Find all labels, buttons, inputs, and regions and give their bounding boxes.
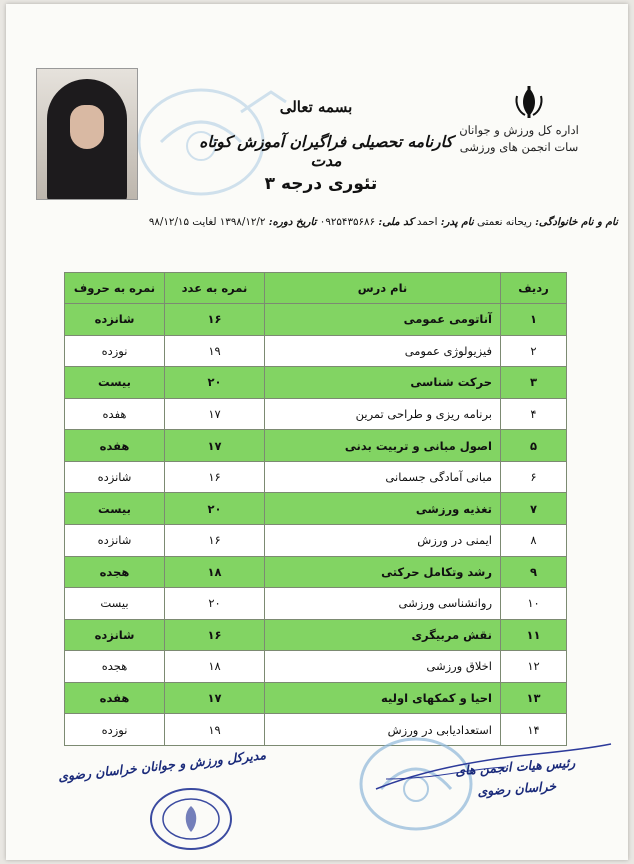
cell-course-name: اصول مبانی و تربیت بدنی bbox=[265, 430, 501, 462]
code-label: کد ملی: bbox=[378, 216, 414, 228]
cell-course-name: آناتومی عمومی bbox=[265, 304, 501, 336]
cell-score-words: شانزده bbox=[65, 304, 165, 336]
table-row bbox=[65, 588, 567, 620]
table-row bbox=[65, 493, 567, 525]
org-line-1: اداره کل ورزش و جوانان bbox=[459, 123, 579, 137]
cell-row-number: ۵ bbox=[501, 430, 567, 462]
col-header-score-words: نمره به حروف bbox=[65, 273, 165, 304]
cell-score-words: شانزده bbox=[65, 524, 165, 556]
cell-course-name: استعدادیابی در ورزش bbox=[265, 714, 501, 746]
cell-row-number: ۷ bbox=[501, 493, 567, 525]
cell-score: ۱۹ bbox=[165, 714, 265, 746]
cell-course-name: فیزیولوژی عمومی bbox=[265, 335, 501, 367]
table-row bbox=[65, 367, 567, 399]
cell-score-words: هفده bbox=[65, 682, 165, 714]
besmellah: بسمه تعالی bbox=[279, 98, 353, 116]
cell-row-number: ۳ bbox=[501, 367, 567, 399]
cell-row-number: ۱۴ bbox=[501, 714, 567, 746]
cell-course-name: تغذیه ورزشی bbox=[265, 493, 501, 525]
signature-right-line-1: رئیس هیات انجمن های bbox=[454, 754, 576, 779]
cell-row-number: ۱۳ bbox=[501, 682, 567, 714]
cell-score-words: بیست bbox=[65, 367, 165, 399]
name-label: نام و نام خانوادگی: bbox=[535, 216, 618, 228]
table-row bbox=[65, 335, 567, 367]
cell-score-words: بیست bbox=[65, 493, 165, 525]
cell-score: ۱۶ bbox=[165, 461, 265, 493]
cell-course-name: ایمنی در ورزش bbox=[265, 524, 501, 556]
cell-score: ۱۷ bbox=[165, 430, 265, 462]
cell-score: ۱۷ bbox=[165, 398, 265, 430]
cell-row-number: ۱۰ bbox=[501, 588, 567, 620]
table-row bbox=[65, 651, 567, 683]
table-row bbox=[65, 556, 567, 588]
father-value: احمد bbox=[416, 216, 438, 228]
col-header-score: نمره به عدد bbox=[165, 273, 265, 304]
table-row bbox=[65, 398, 567, 430]
cell-score: ۱۸ bbox=[165, 556, 265, 588]
cell-course-name: مبانی آمادگی جسمانی bbox=[265, 461, 501, 493]
cell-row-number: ۲ bbox=[501, 335, 567, 367]
cell-score: ۱۷ bbox=[165, 682, 265, 714]
org-line-2: سات انجمن های ورزشی bbox=[459, 140, 579, 154]
cell-course-name: حرکت شناسی bbox=[265, 367, 501, 399]
col-header-course: نام درس bbox=[265, 273, 501, 304]
cell-score-words: نوزده bbox=[65, 714, 165, 746]
signature-director: مدیرکل ورزش و جوانان خراسان رضوی bbox=[57, 747, 267, 784]
cell-score: ۲۰ bbox=[165, 588, 265, 620]
cell-course-name: اخلاق ورزشی bbox=[265, 651, 501, 683]
cell-course-name: احیا و کمکهای اولیه bbox=[265, 682, 501, 714]
name-value: ریحانه نعمتی bbox=[477, 216, 532, 228]
cell-course-name: برنامه ریزی و طراحی تمرین bbox=[265, 398, 501, 430]
cell-score-words: هفده bbox=[65, 398, 165, 430]
grades-body bbox=[65, 304, 567, 746]
cell-row-number: ۱۲ bbox=[501, 651, 567, 683]
cell-row-number: ۹ bbox=[501, 556, 567, 588]
cell-score-words: شانزده bbox=[65, 619, 165, 651]
table-row bbox=[65, 304, 567, 336]
report-card-page bbox=[6, 4, 628, 860]
cell-score: ۲۰ bbox=[165, 493, 265, 525]
table-row bbox=[65, 524, 567, 556]
cell-course-name: روانشناسی ورزشی bbox=[265, 588, 501, 620]
table-row bbox=[65, 461, 567, 493]
period-value: ۱۳۹۸/۱۲/۲ لغایت ۹۸/۱۲/۱۵ bbox=[148, 216, 266, 228]
cell-score-words: نوزده bbox=[65, 335, 165, 367]
page-subtitle: تئوری درجه ۳ bbox=[264, 174, 378, 194]
cell-score-words: بیست bbox=[65, 588, 165, 620]
period-label: تاریخ دوره: bbox=[268, 216, 317, 228]
code-value: ۰۹۲۵۴۳۵۶۸۶ bbox=[319, 216, 376, 228]
cell-score: ۱۹ bbox=[165, 335, 265, 367]
student-info bbox=[26, 216, 618, 228]
cell-row-number: ۶ bbox=[501, 461, 567, 493]
cell-row-number: ۱ bbox=[501, 304, 567, 336]
table-row bbox=[65, 430, 567, 462]
col-header-row-number: ردیف bbox=[501, 273, 567, 304]
stamp-icon bbox=[146, 784, 236, 854]
cell-score: ۱۸ bbox=[165, 651, 265, 683]
cell-row-number: ۱۱ bbox=[501, 619, 567, 651]
cell-score: ۱۶ bbox=[165, 524, 265, 556]
cell-score: ۲۰ bbox=[165, 367, 265, 399]
cell-row-number: ۴ bbox=[501, 398, 567, 430]
cell-score-words: هفده bbox=[65, 430, 165, 462]
father-label: نام پدر: bbox=[440, 216, 474, 228]
cell-course-name: نقش مربیگری bbox=[265, 619, 501, 651]
cell-score: ۱۶ bbox=[165, 619, 265, 651]
table-header-row bbox=[65, 273, 567, 304]
page-title: کارنامه تحصیلی فراگیران آموزش کوتاه مدت bbox=[199, 132, 453, 170]
cell-score-words: هجده bbox=[65, 556, 165, 588]
cell-course-name: رشد وتکامل حرکتی bbox=[265, 556, 501, 588]
emblem-icon bbox=[511, 84, 547, 120]
cell-score: ۱۶ bbox=[165, 304, 265, 336]
grades-table bbox=[64, 272, 567, 746]
cell-score-words: شانزده bbox=[65, 461, 165, 493]
signature-right-line-2: خراسان رضوی bbox=[476, 778, 557, 799]
cell-score-words: هجده bbox=[65, 651, 165, 683]
cell-row-number: ۸ bbox=[501, 524, 567, 556]
table-row bbox=[65, 619, 567, 651]
table-row bbox=[65, 682, 567, 714]
